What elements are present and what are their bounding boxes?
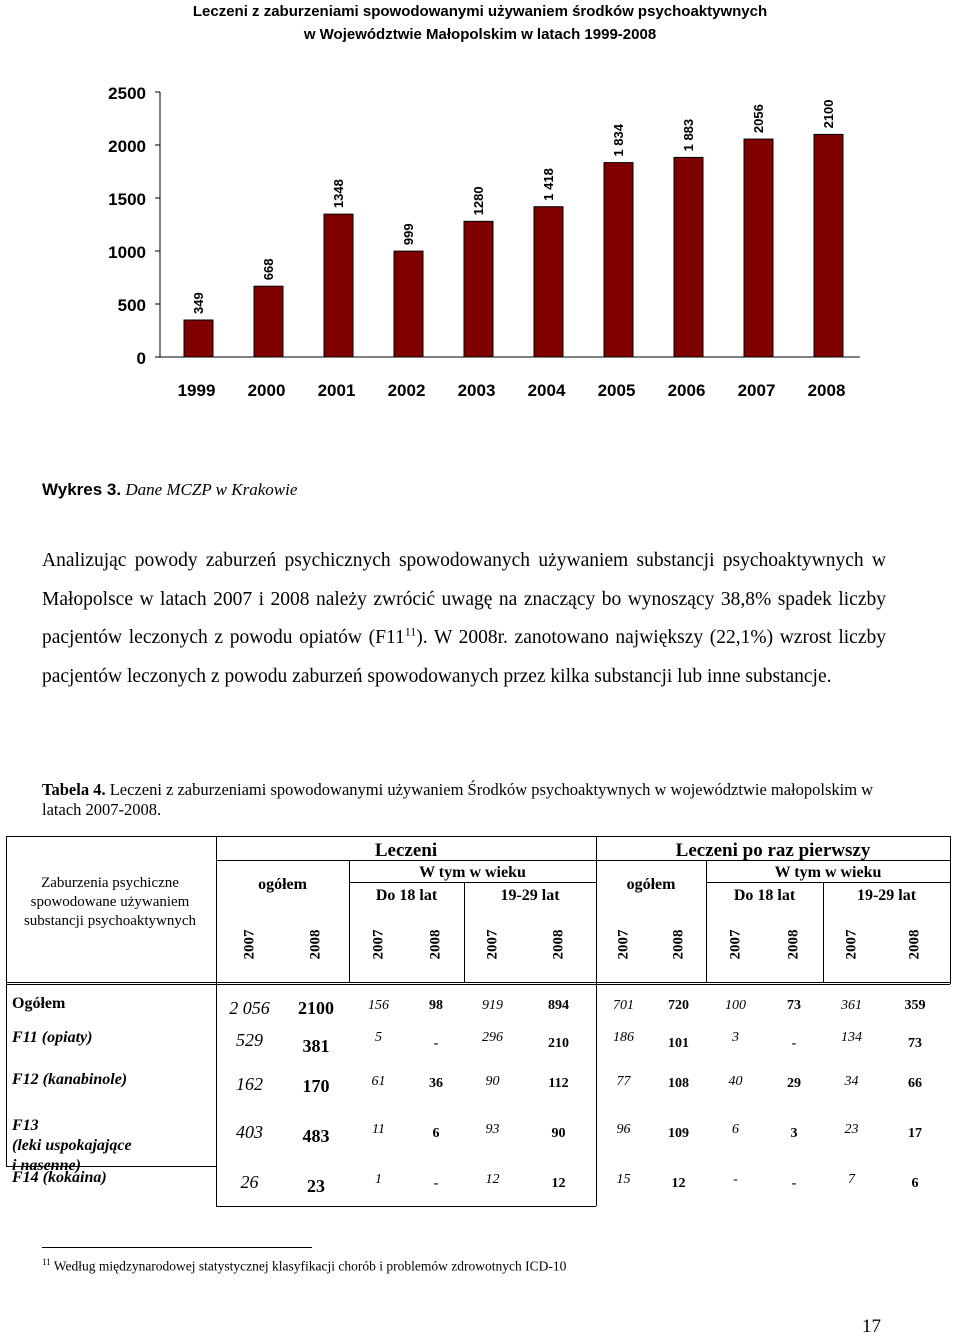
- table-cell: 7: [848, 1172, 855, 1187]
- table-cell: 6: [432, 1126, 440, 1141]
- figure-caption-label: Wykres 3.: [42, 480, 122, 499]
- header-19-29: 19-29 lat: [500, 887, 560, 904]
- table-cell: 170: [302, 1076, 330, 1096]
- table-cell: 73: [908, 1036, 922, 1051]
- x-tick-label: 2008: [807, 381, 846, 400]
- footnote-ref: 11: [404, 624, 417, 639]
- y-tick-label: 1000: [108, 243, 146, 262]
- year-header: 2007: [727, 929, 743, 960]
- data-table: [0, 836, 960, 1206]
- table-cell: 29: [787, 1076, 801, 1091]
- header-w-tym: W tym w wieku: [419, 864, 526, 881]
- table-cell: 1: [375, 1172, 382, 1187]
- y-tick-label: 0: [136, 349, 146, 368]
- body-paragraph: [42, 542, 886, 696]
- y-tick-label: 500: [117, 296, 146, 315]
- bar-2002: [394, 251, 423, 357]
- table-cell: 162: [236, 1074, 263, 1094]
- table-cell: 93: [485, 1122, 500, 1137]
- y-tick-label: 2000: [108, 137, 146, 156]
- table-cell: 34: [844, 1074, 859, 1089]
- row-label: F13 (leki uspokajające i nasenne): [12, 1117, 132, 1174]
- table-cell: 61: [371, 1074, 386, 1089]
- table-cell: 210: [548, 1036, 569, 1051]
- table-cell: 11: [372, 1122, 385, 1137]
- table-rule: [950, 836, 951, 984]
- table-cell: -: [733, 1172, 738, 1187]
- bar-data-label: 1280: [470, 186, 486, 216]
- year-header: 2008: [427, 929, 444, 960]
- figure-caption-text: Dane MCZP w Krakowie: [121, 480, 298, 499]
- chart-title-line1: Leczeni z zaburzeniami spowodowanymi używaniem środków psychoaktywnych: [192, 3, 768, 20]
- bar-2007: [744, 139, 773, 357]
- year-header: 2008: [785, 929, 802, 960]
- table-cell: 77: [616, 1074, 631, 1089]
- table-caption: [42, 780, 902, 820]
- year-header: 2008: [307, 929, 324, 960]
- table-cell: 15: [616, 1172, 631, 1187]
- row-label: F11 (opiaty): [12, 1029, 93, 1046]
- table-cell: 2100: [298, 998, 334, 1018]
- table-cell: 26: [240, 1172, 259, 1192]
- bar-2008: [814, 134, 843, 357]
- body-text-part2: ). W 2008r. zanotowano największy (22,1%) wzrost liczby pacjentów leczonych z powodu zaburzeń spowodowanych przez kilka substancji lub inne substancje.: [42, 627, 886, 687]
- table-cell: 109: [668, 1126, 689, 1141]
- header-19-29: 19-29 lat: [856, 887, 917, 904]
- table-cell: 6: [732, 1122, 739, 1137]
- bar-chart: [0, 60, 960, 420]
- table-cell: 96: [616, 1122, 631, 1137]
- table-cell: -: [791, 1176, 797, 1191]
- header-ogolem: ogółem: [258, 876, 307, 893]
- table-cell: 2 056: [229, 998, 270, 1018]
- header-ogolem: ogółem: [626, 876, 676, 893]
- x-tick-label: 2007: [737, 381, 776, 400]
- table-cell: 894: [548, 998, 569, 1013]
- table-caption-label: Tabela 4.: [42, 780, 106, 799]
- year-header: 2008: [550, 929, 566, 960]
- x-tick-label: 2001: [317, 381, 356, 400]
- x-tick-label: 2000: [247, 381, 286, 400]
- table-cell: -: [433, 1036, 439, 1051]
- bar-data-label: 1 418: [540, 168, 556, 201]
- table-cell: 156: [368, 998, 389, 1013]
- table-cell: 720: [668, 998, 689, 1013]
- table-cell: -: [791, 1036, 797, 1051]
- table-cell: 3: [790, 1126, 798, 1141]
- bar-data-label: 999: [400, 223, 416, 246]
- table-cell: 100: [725, 998, 746, 1013]
- bar-data-label: 349: [190, 292, 206, 315]
- table-cell: 23: [307, 1176, 325, 1196]
- table-rule: [6, 984, 7, 1166]
- bar-data-label: 668: [260, 258, 276, 281]
- bar-2006: [674, 157, 703, 357]
- x-tick-label: 2005: [597, 381, 636, 400]
- table-cell: 23: [844, 1122, 859, 1137]
- corner-label: Zaburzenia psychiczne spowodowane używaniem substancji psychoaktywnych: [23, 875, 197, 929]
- x-tick-label: 2002: [387, 381, 426, 400]
- table-cell: 5: [375, 1030, 382, 1045]
- table-cell: 483: [302, 1126, 330, 1146]
- table-caption-text: Leczeni z zaburzeniami spowodowanymi używaniem Środków psychoaktywnych w województwie małopolskim w latach 2007-2008.: [42, 780, 874, 819]
- table-rule: [6, 836, 7, 984]
- table-cell: 3: [732, 1030, 739, 1045]
- page-number: 17: [862, 1316, 881, 1337]
- table-cell: 134: [841, 1030, 862, 1045]
- chart-title: [0, 0, 960, 46]
- table-cell: 101: [668, 1036, 689, 1051]
- y-tick-label: 1500: [108, 190, 146, 209]
- header-do18: Do 18 lat: [733, 887, 796, 904]
- table-cell: -: [433, 1176, 439, 1191]
- footnote-rule: [42, 1247, 312, 1248]
- table-cell: 12: [551, 1176, 566, 1191]
- bar-2003: [464, 221, 493, 357]
- table-cell: 12: [485, 1172, 500, 1187]
- table-cell: 403: [236, 1122, 263, 1142]
- table-cell: 40: [728, 1074, 743, 1089]
- bar-data-label: 1348: [330, 179, 346, 209]
- table-cell: 36: [429, 1076, 443, 1091]
- x-tick-label: 2003: [457, 381, 496, 400]
- table-cell: 12: [671, 1176, 686, 1191]
- table-cell: 6: [911, 1176, 919, 1191]
- table-rule: [6, 836, 950, 837]
- bar-2001: [324, 214, 353, 357]
- bar-data-label: 1 883: [680, 118, 696, 152]
- group-header-pierwszy: Leczeni po raz pierwszy: [675, 840, 871, 861]
- year-header: 2007: [241, 929, 257, 960]
- table-cell: 90: [485, 1074, 500, 1089]
- table-cell: 98: [429, 998, 443, 1013]
- table-cell: 112: [548, 1076, 569, 1091]
- x-tick-label: 2004: [527, 381, 566, 400]
- table-cell: 186: [613, 1030, 634, 1045]
- year-header: 2007: [370, 929, 386, 960]
- table-rule: [6, 982, 950, 983]
- bar-data-label: 1 834: [610, 124, 626, 157]
- bar-2005: [604, 163, 633, 357]
- table-cell: 108: [668, 1076, 689, 1091]
- table-cell: 359: [904, 998, 926, 1013]
- bar-data-label: 2056: [750, 104, 766, 134]
- footnote: [42, 1257, 566, 1275]
- header-do18: Do 18 lat: [375, 887, 438, 904]
- table-cell: 529: [236, 1030, 263, 1050]
- table-rule: [349, 882, 596, 883]
- year-header: 2008: [906, 929, 923, 960]
- table-cell: 66: [908, 1076, 922, 1091]
- footnote-text: Według międzynarodowej statystycznej klasyfikacji chorób i problemów zdrowotnych ICD-10: [50, 1258, 567, 1274]
- bar-2000: [254, 286, 283, 357]
- row-label: F14 (kokaina): [12, 1169, 107, 1186]
- footnote-number: 11: [42, 1257, 51, 1267]
- table-cell: 296: [482, 1030, 503, 1045]
- table-cell: 701: [613, 998, 634, 1013]
- table-rule: [216, 1206, 596, 1207]
- table-cell: 361: [841, 998, 862, 1013]
- bar-data-label: 2100: [820, 99, 836, 129]
- x-tick-label: 2006: [667, 381, 706, 400]
- year-header: 2007: [484, 929, 500, 960]
- bar-1999: [184, 320, 213, 357]
- bar-2004: [534, 207, 563, 357]
- table-rule: [216, 984, 217, 1206]
- year-header: 2008: [670, 929, 686, 960]
- row-label: F12 (kanabinole): [12, 1071, 128, 1088]
- body-text-part1: Analizując powody zaburzeń psychicznych spowodowanych używaniem substancji psychoaktywnych w Małopolsce w latach 2007 i 2008 należy zwrócić uwagę na znaczący bo wynoszący 38,8% spadek liczby pacjentów leczonych z powodu opiatów (F11: [42, 550, 886, 648]
- year-header: 2007: [615, 929, 631, 960]
- table-cell: 73: [787, 998, 801, 1013]
- year-header: 2007: [843, 929, 859, 960]
- group-header-leczeni: Leczeni: [374, 840, 438, 861]
- y-tick-label: 2500: [108, 84, 146, 103]
- table-rule: [6, 984, 950, 985]
- figure-caption: [42, 480, 297, 500]
- table-cell: 17: [908, 1126, 922, 1141]
- x-tick-label: 1999: [177, 381, 216, 400]
- table-cell: 919: [482, 998, 503, 1013]
- header-w-tym: W tym w wieku: [774, 864, 882, 881]
- table-cell: 90: [551, 1126, 566, 1141]
- chart-title-line2: w Województwie Małopolskim w latach 1999-2008: [303, 26, 657, 43]
- table-cell: 381: [302, 1036, 330, 1056]
- table-rule: [706, 882, 950, 883]
- row-label: Ogółem: [12, 995, 66, 1012]
